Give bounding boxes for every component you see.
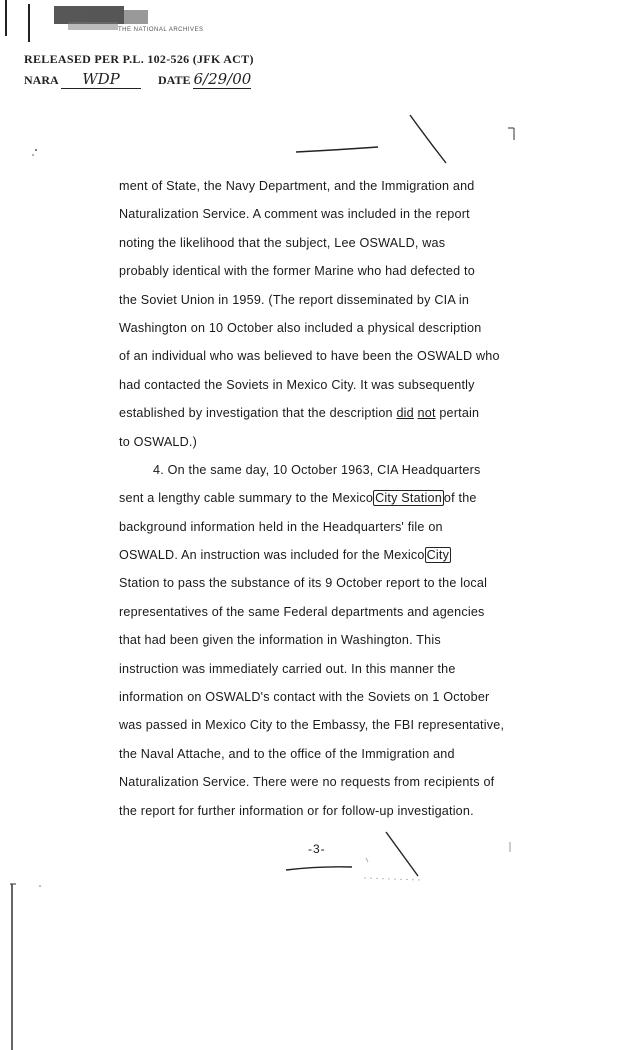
body-text [119,172,539,825]
text-span: sent a lengthy cable summary to the Mexico [119,491,374,506]
faint-mark [366,858,368,862]
body-line: of an individual who was believed to have been the OSWALD who [119,349,500,364]
body-line: was passed in Mexico City to the Embassy, the FBI representative, [119,718,505,733]
archive-stamp-text: THE NATIONAL ARCHIVES [118,27,204,33]
faint-dots [364,878,420,880]
body-line: the Naval Attache, and to the office of the Immigration and [119,746,455,761]
body-line: Naturalization Service. A comment was included in the report [119,207,470,222]
date-label: DATE [158,73,191,87]
underlined-word: did [396,406,414,421]
handwritten-slash-bottom [386,832,418,876]
body-line: the report for further information or for follow-up investigation. [119,803,474,818]
body-line: noting the likelihood that the subject, Lee OSWALD, was [119,235,446,250]
handwritten-slash-top [410,115,446,163]
nara-label: NARA [24,73,59,87]
speck [39,885,41,887]
text-span: of the [443,491,477,506]
text-span: pertain [435,406,480,421]
nara-initials: WDP [61,70,141,89]
body-line: Station to pass the substance of its 9 October report to the local [119,576,488,591]
speck [35,149,37,151]
archive-stamp-icon [28,4,178,42]
body-line [119,541,539,569]
text-span: established by investigation that the description [119,406,397,421]
bracketed-text: City [426,548,450,563]
page-number: -3- [308,842,326,856]
handwritten-stroke-top [296,147,378,152]
body-line: Washington on 10 October also included a physical description [119,320,482,335]
nara-line [24,70,251,89]
body-line: the Soviet Union in 1959. (The report disseminated by CIA in [119,292,470,307]
body-line [119,484,539,512]
paragraph-4-start: 4. On the same day, 10 October 1963, CIA Headquarters [153,462,481,477]
speck [32,154,34,156]
bracketed-text: City Station [375,491,442,506]
handwritten-stroke-bottom [286,867,352,870]
body-line: ment of State, the Navy Department, and the Immigration and [119,179,475,193]
body-line: that had been given the information in Washington. This [119,633,441,648]
body-line: to OSWALD.) [119,434,198,449]
body-line: instruction was immediately carried out. In this manner the [119,661,456,676]
body-line: representatives of the same Federal departments and agencies [119,604,485,619]
body-line: probably identical with the former Marine who had defected to [119,264,475,279]
body-line: information on OSWALD's contact with the Soviets on 1 October [119,690,490,705]
release-notice: RELEASED PER P.L. 102-526 (JFK ACT) [24,52,254,66]
body-line [119,399,539,427]
text-span: OSWALD. An instruction was included for the Mexico [119,548,425,563]
underlined-word: not [417,406,436,421]
body-line: background information held in the Headquarters' file on [119,519,443,534]
corner-mark [508,128,514,140]
release-date: 6/29/00 [193,70,252,88]
body-line: had contacted the Soviets in Mexico City. It was subsequently [119,377,475,392]
body-line: Naturalization Service. There were no requests from recipients of [119,775,495,790]
